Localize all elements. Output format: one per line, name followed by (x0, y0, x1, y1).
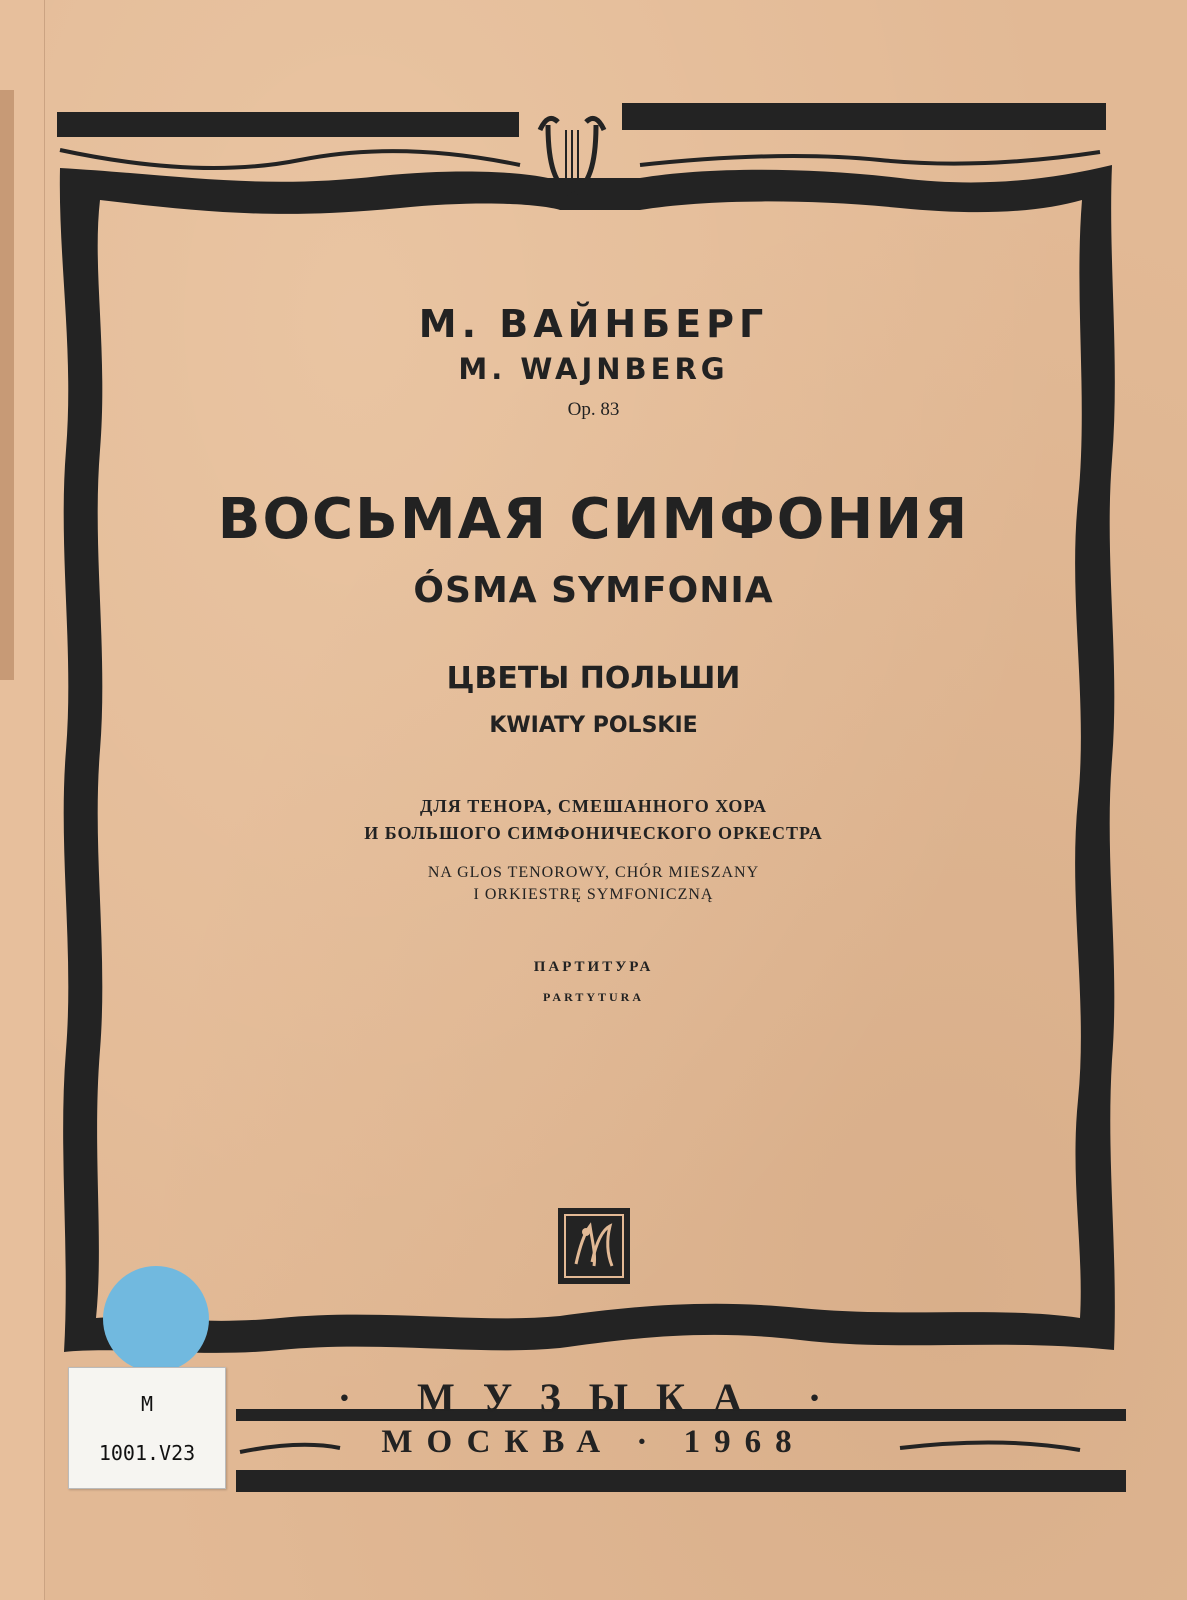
score-label-polish: PARTYTURA (542, 990, 645, 1004)
score-label-russian: ПАРТИТУРА (533, 959, 654, 975)
scoring-polish-line: I ORKIESTRĘ SYMFONICZNĄ (473, 886, 714, 903)
call-number-class: M (140, 1392, 154, 1416)
blue-dot-sticker (103, 1266, 209, 1372)
scoring-polish-line: NA GLOS TENOROWY, CHÓR MIESZANY (427, 864, 760, 881)
scoring-russian-line: ДЛЯ ТЕНОРА, СМЕШАННОГО ХОРА (419, 796, 768, 816)
composer-name-russian: М. ВАЙНБЕРГ (418, 302, 769, 346)
composer-name-polish: M. WAJNBERG (458, 352, 729, 386)
subtitle-polish: KWIATY POLSKIE (489, 713, 698, 738)
call-number-item: 1001.V23 (98, 1441, 196, 1465)
title-polish: ÓSMA SYMFONIA (413, 570, 774, 611)
city-and-year: МОСКВА · 1968 (381, 1424, 806, 1460)
subtitle-russian: ЦВЕТЫ ПОЛЬШИ (446, 661, 741, 696)
scoring-russian-line: И БОЛЬШОГО СИМФОНИЧЕСКОГО ОРКЕСТРА (364, 823, 823, 843)
title-russian: ВОСЬМАЯ СИМФОНИЯ (217, 487, 970, 552)
library-call-number-label (68, 1367, 226, 1489)
publisher-name: · МУЗЫКА · (337, 1375, 850, 1420)
opus-number: Op. 83 (567, 399, 620, 420)
publisher-logo-icon (558, 1208, 630, 1284)
